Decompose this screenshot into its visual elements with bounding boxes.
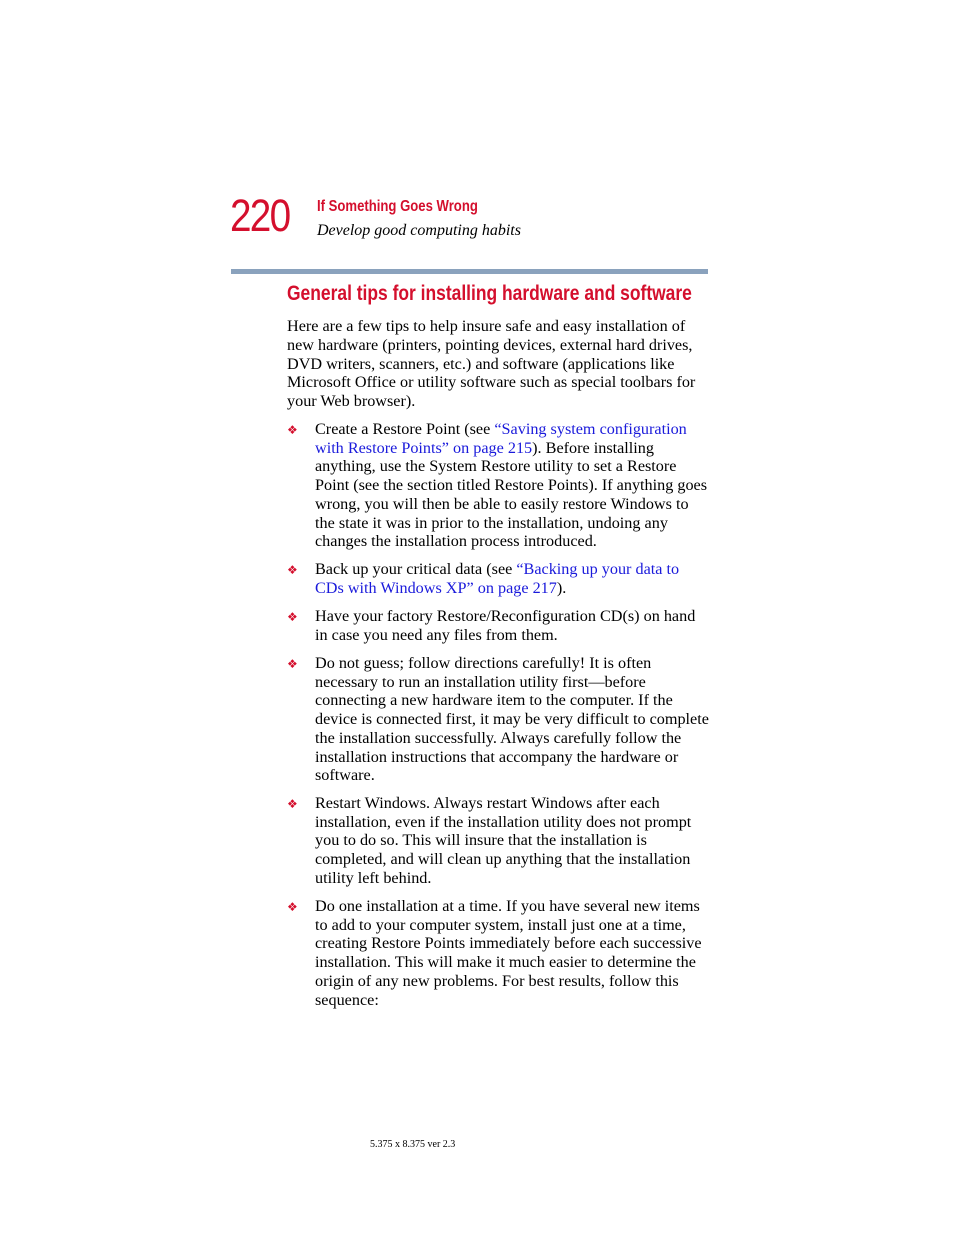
bullet-text: Do one installation at a time. If you have several new items to add to your computer system, install just one at a time, creating Restore Points immediately before each successive installation. This will make it much easier to determine the origin of any new problems. For best results, follow this sequence: bbox=[315, 897, 702, 1009]
page-number: 220 bbox=[230, 190, 290, 241]
restore-points-link[interactable]: “Saving system configuration with Restore Points” on page 215 bbox=[315, 420, 687, 457]
bullet-text: Do not guess; follow directions carefully! It is often necessary to run an installation utility first—before connecting a new hardware item to the computer. If the device is connected first, it may be very difficult to complete the installation successfully. Always carefully follow the installation instructions that accompany the hardware or software. bbox=[315, 654, 709, 785]
bullet-text: Create a Restore Point (see “Saving system configuration with Restore Points” on page 215). Before installing anything, use the System Restore utility to set a Restore Point (see the section titled Restore Points). If anything goes wrong, you will then be able to easily restore Windows to the state it was in prior to the installation, undoing any changes the installation process introduced. bbox=[315, 420, 708, 551]
bullet-text: Back up your critical data (see “Backing up your data to CDs with Windows XP” on page 217). bbox=[315, 560, 680, 597]
backing-up-data-link[interactable]: “Backing up your data to CDs with Windows XP” on page 217 bbox=[315, 560, 680, 597]
bullet-text: Restart Windows. Always restart Windows after each installation, even if the installation utility does not prompt you to do so. This will insure that the installation is completed, and will clean up anything that the installation utility left behind. bbox=[315, 794, 692, 887]
section-heading: General tips for installing hardware and software bbox=[287, 282, 692, 305]
section-title: Develop good computing habits bbox=[317, 222, 521, 239]
footer-note: 5.375 x 8.375 ver 2.3 bbox=[370, 1139, 456, 1150]
diamond-bullet-icon: ❖ bbox=[287, 563, 298, 577]
diamond-bullet-icon: ❖ bbox=[287, 900, 298, 914]
chapter-title: If Something Goes Wrong bbox=[317, 198, 478, 215]
diamond-bullet-icon: ❖ bbox=[287, 423, 298, 437]
intro-paragraph: Here are a few tips to help insure safe and easy installation of new hardware (printers, pointing devices, external hard drives, DVD writers, scanners, etc.) and software (applications like Microsoft Office or utility software such as special toolbars for your Web browser). bbox=[287, 317, 696, 411]
bullet-text: Have your factory Restore/Reconfiguration CD(s) on hand in case you need any files from them. bbox=[315, 607, 696, 644]
diamond-bullet-icon: ❖ bbox=[287, 610, 298, 624]
diamond-bullet-icon: ❖ bbox=[287, 797, 298, 811]
header-rule bbox=[231, 269, 708, 274]
diamond-bullet-icon: ❖ bbox=[287, 657, 298, 671]
